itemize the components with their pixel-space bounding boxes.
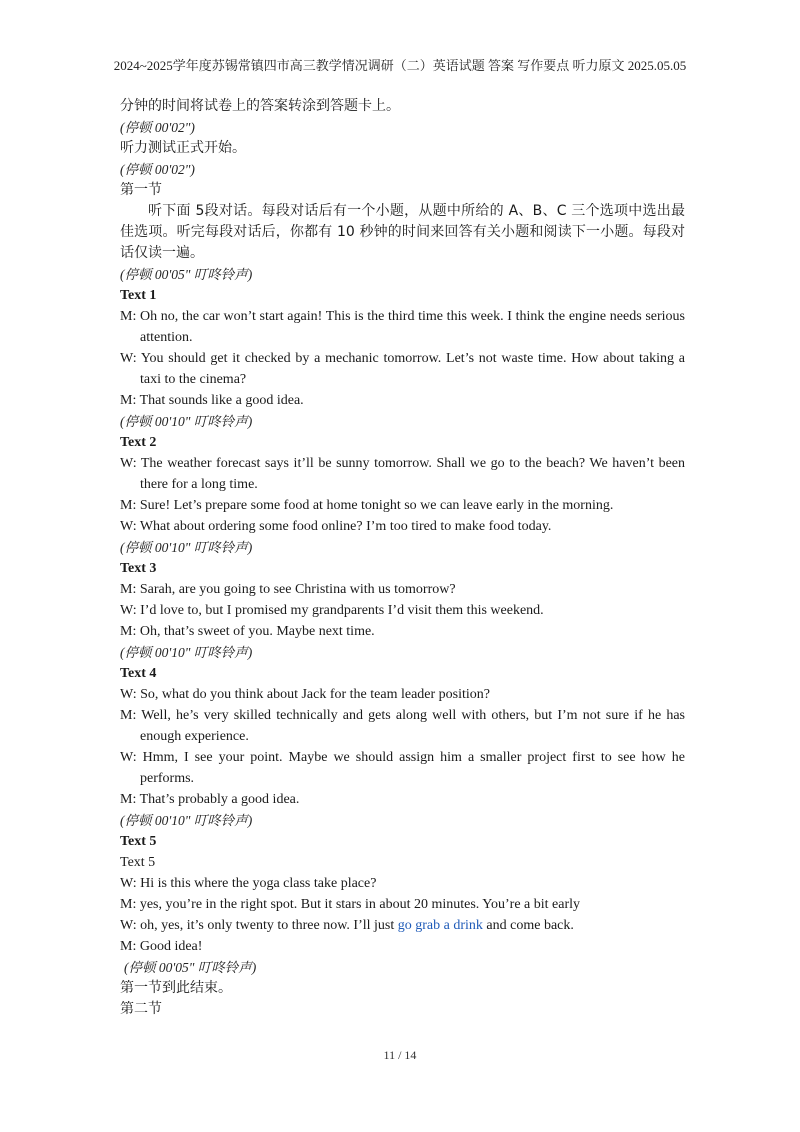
pause-marker: (停顿 00'10" 叮咚铃声) [120,645,253,660]
pause-marker: (停顿 00'10" 叮咚铃声) [120,813,253,828]
pause-marker: (停顿 00'10" 叮咚铃声) [120,540,253,555]
pause-marker: (停顿 00'02") [120,120,195,135]
dialogue-line: M: yes, you’re in the right spot. But it stars in about 20 minutes. You’re a bit early [120,897,581,912]
page-number: 11 / 14 [383,1048,417,1062]
dialogue-line: M: That’s probably a good idea. [120,792,300,807]
dialogue-line: W: Hi is this where the yoga class take place? [120,876,377,891]
text-heading: Text 2 [120,435,157,450]
intro-start-line: 听力测试正式开始。 [120,140,246,156]
section-end-line: 第一节到此结束。 [120,980,232,996]
text-heading: Text 1 [120,288,157,303]
page-header: 2024~2025学年度苏锡常镇四市高三教学情况调研（二）英语试题 答案 写作要点 听力原文 2025.05.05 [113,58,687,73]
dialogue-line: M: Oh no, the car won’t start again! This is the third time this week. I think the engine needs serious attention. [120,309,685,345]
section-instructions: 听下面 5段对话。每段对话后有一个小题，从题中所给的 A、B、C 三个选项中选出最佳选项。听完每段对话后，你都有 10 秒钟的时间来回答有关小题和阅读下一小题。每段对话仅读一遍。 [120,203,685,261]
pause-marker: (停顿 00'02") [120,162,195,177]
dialogue-line: M: Well, he’s very skilled technically and gets along well with others, but I’m not sure if he has enough experience. [120,708,685,744]
section1-title: 第一节 [120,182,162,198]
pause-marker: (停顿 00'05" 叮咚铃声) [120,267,253,282]
dialogue-text: and come back. [482,918,574,933]
pause-marker: (停顿 00'10" 叮咚铃声) [120,414,253,429]
document-body [120,96,685,1020]
text-heading: Text 4 [120,666,157,681]
dialogue-line: W: What about ordering some food online? I’m too tired to make food today. [120,519,552,534]
dialogue-line: M: Sarah, are you going to see Christina with us tomorrow? [120,582,456,597]
pause-marker: (停顿 00'05" 叮咚铃声) [124,960,257,975]
dialogue-line: M: Sure! Let’s prepare some food at home tonight so we can leave early in the morning. [120,498,614,513]
dialogue-text: W: oh, yes, it’s only twenty to three now. I’ll just [120,918,398,933]
dialogue-line: M: Good idea! [120,939,203,954]
dialogue-line: W: I’d love to, but I promised my grandparents I’d visit them this weekend. [120,603,544,618]
dialogue-line: M: That sounds like a good idea. [120,393,304,408]
dialogue-line: M: Oh, that’s sweet of you. Maybe next time. [120,624,375,639]
section2-title: 第二节 [120,1001,162,1017]
text-subheading: Text 5 [120,855,156,870]
dialogue-line: W: You should get it checked by a mechanic tomorrow. Let’s not waste time. How about taking a taxi to the cinema? [120,351,685,387]
intro-line: 分钟的时间将试卷上的答案转涂到答题卡上。 [120,98,400,114]
text-heading: Text 5 [120,834,157,849]
dialogue-line: W: The weather forecast says it’ll be sunny tomorrow. Shall we go to the beach? We haven’t been there for a long time. [120,456,685,492]
dialogue-line: W: Hmm, I see your point. Maybe we should assign him a smaller project first to see how he performs. [120,750,685,786]
dialogue-line [120,915,685,936]
text-heading: Text 3 [120,561,157,576]
dialogue-line: W: So, what do you think about Jack for the team leader position? [120,687,491,702]
hyperlink-text[interactable]: go grab a drink [397,918,483,933]
